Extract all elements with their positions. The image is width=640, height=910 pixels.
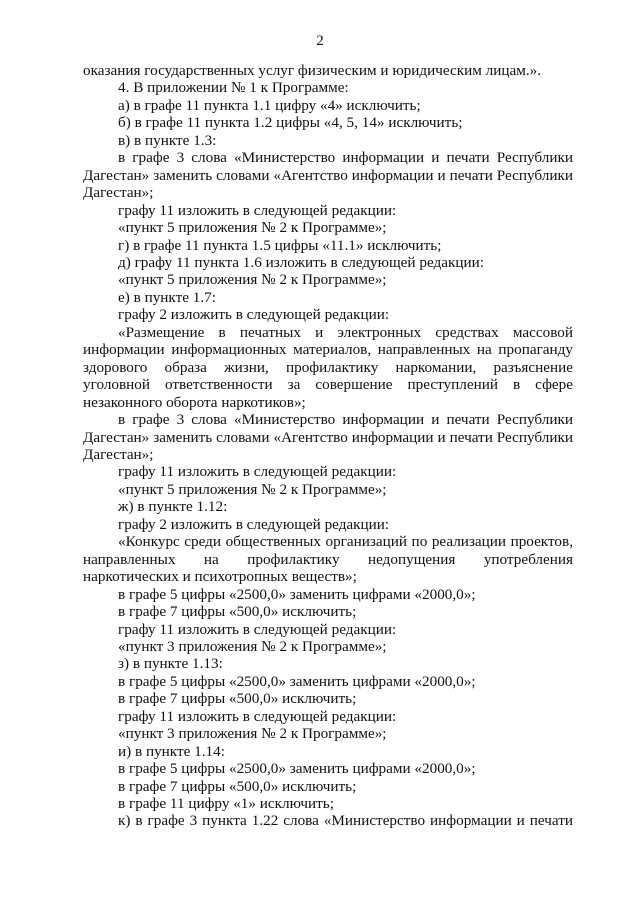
paragraph-text: графу 11 изложить в следующей редакции: <box>118 201 397 219</box>
paragraph-quote: «Конкурс среди общественных организаций по реализации проектов, направленных на профилактику недопущения употребления наркотических и психотропных веществ»; <box>83 533 573 586</box>
paragraph-quote: «Размещение в печатных и электронных средствах массовой информации информационных материалов, направленных на пропаганду здорового образа жизни, профилактику наркомании, разъяснение уголовной ответственности за совершение преступлений в сфере незаконного оборота наркотиков»; <box>83 323 573 411</box>
paragraph-text: «пункт 5 приложения № 2 к Программе»; <box>118 219 387 237</box>
paragraph-text: графу 11 изложить в следующей редакции: <box>118 707 397 725</box>
paragraph-item-b: б) в графе 11 пункта 1.2 цифры «4, 5, 14» исключить; <box>118 114 463 132</box>
page-number: 2 <box>316 33 324 49</box>
paragraph-item-z: з) в пункте 1.13: <box>118 655 223 673</box>
paragraph-item-g: г) в графе 11 пункта 1.5 цифры «11.1» исключить; <box>118 236 442 254</box>
document-body <box>83 62 573 830</box>
paragraph-text: в графе 11 цифру «1» исключить; <box>118 795 334 813</box>
paragraph-item-4: 4. В приложении № 1 к Программе: <box>118 79 349 97</box>
paragraph-item-e: е) в пункте 1.7: <box>118 288 216 306</box>
paragraph-text: в графе 5 цифры «2500,0» заменить цифрами «2000,0»; <box>118 585 476 603</box>
paragraph-text: «пункт 3 приложения № 2 к Программе»; <box>118 637 387 655</box>
paragraph-text: в графе 7 цифры «500,0» исключить; <box>118 690 357 708</box>
paragraph-text: в графе 5 цифры «2500,0» заменить цифрами «2000,0»; <box>118 672 476 690</box>
paragraph-item-k: к) в графе 3 пункта 1.22 слова «Министерство информации и печати <box>118 812 573 830</box>
paragraph-text: в графе 3 слова «Министерство информации и печати Республики Дагестан» заменить словами «Агентство информации и печати Республики Дагестан»; <box>83 411 573 463</box>
paragraph-text: в графе 7 цифры «500,0» исключить; <box>118 777 357 795</box>
paragraph-text: в графе 5 цифры «2500,0» заменить цифрами «2000,0»; <box>118 760 476 778</box>
paragraph-text: «пункт 5 приложения № 2 к Программе»; <box>118 480 387 498</box>
paragraph-item-i: и) в пункте 1.14: <box>118 742 225 760</box>
paragraph-text: «пункт 3 приложения № 2 к Программе»; <box>118 725 387 743</box>
paragraph-continuation: оказания государственных услуг физическим и юридическим лицам.». <box>83 62 542 79</box>
paragraph-item-a: а) в графе 11 пункта 1.1 цифру «4» исключить; <box>118 96 421 114</box>
paragraph-text: «пункт 5 приложения № 2 к Программе»; <box>118 271 387 289</box>
paragraph-text: в графе 3 слова «Министерство информации и печати Республики Дагестан» заменить словами «Агентство информации и печати Республики Дагестан»; <box>83 149 573 202</box>
paragraph-item-d: д) графу 11 пункта 1.6 изложить в следующей редакции: <box>118 253 484 271</box>
paragraph-item-zh: ж) в пункте 1.12: <box>118 498 228 516</box>
paragraph-text: графу 2 изложить в следующей редакции: <box>118 306 390 324</box>
paragraph-item-v: в) в пункте 1.3: <box>118 131 217 149</box>
paragraph-text: графу 2 изложить в следующей редакции: <box>118 515 390 533</box>
paragraph-text: в графе 7 цифры «500,0» исключить; <box>118 603 357 621</box>
paragraph-text: графу 11 изложить в следующей редакции: <box>118 463 397 481</box>
paragraph-text: графу 11 изложить в следующей редакции: <box>118 620 397 638</box>
